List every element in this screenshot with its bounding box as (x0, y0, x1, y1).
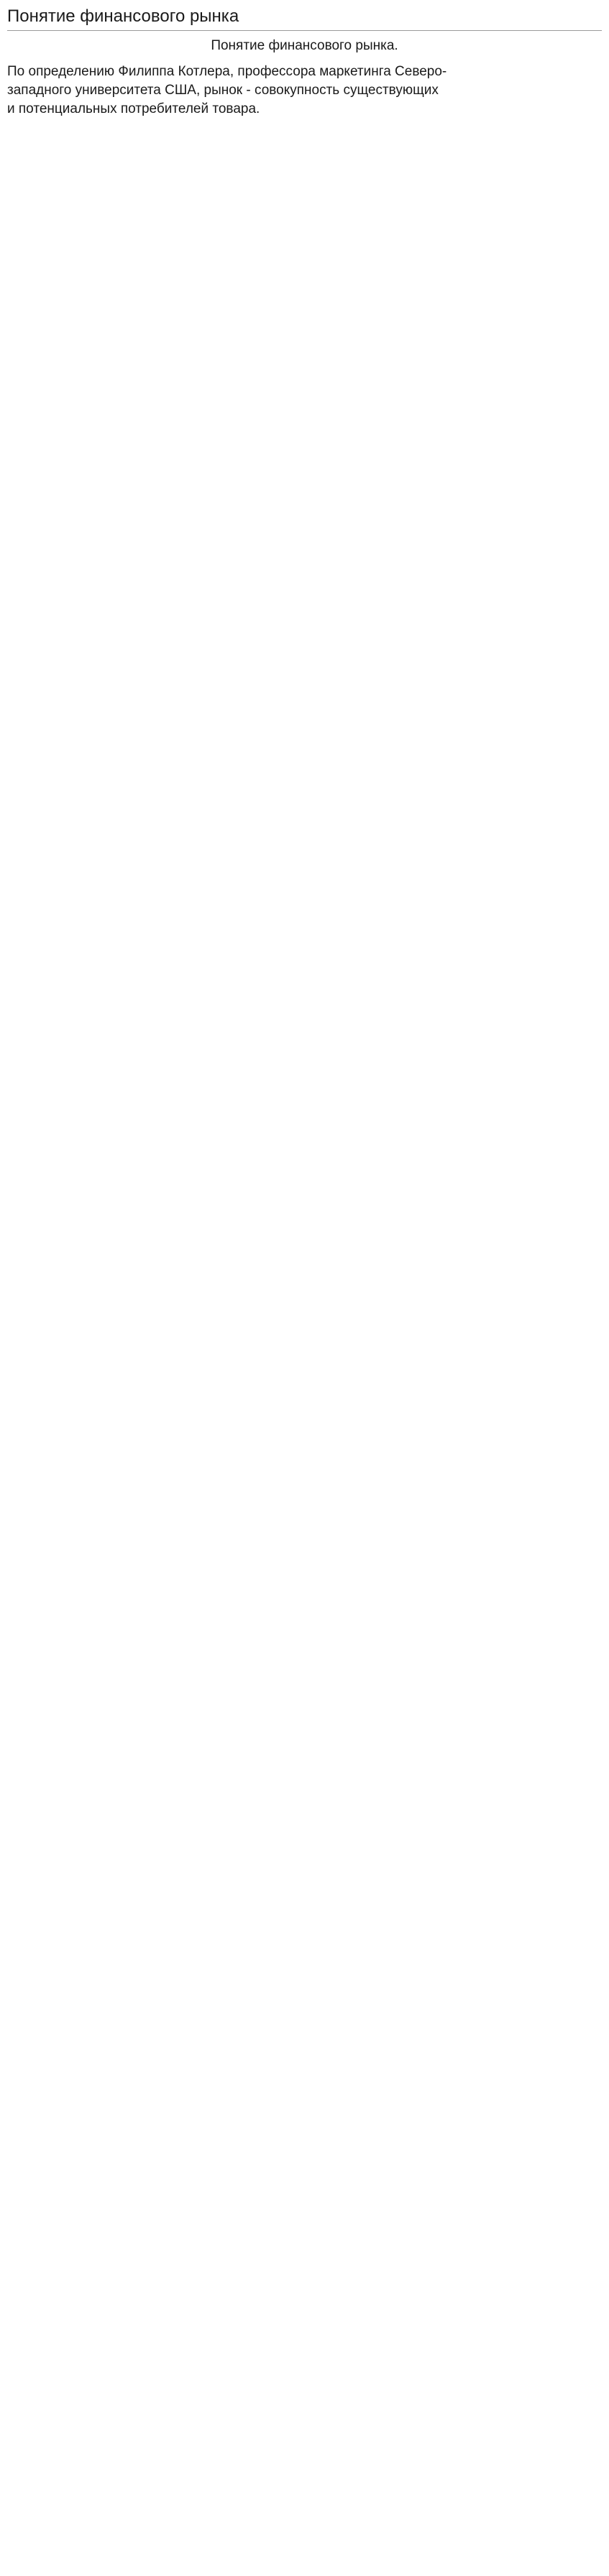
document-title: Понятие финансового рынка (7, 0, 602, 31)
body-line: и потенциальных потребителей товара. (7, 101, 260, 116)
body-line: По определению Филиппа Котлера, профессора маркетинга Северо- (7, 64, 447, 79)
document-page (0, 0, 609, 119)
body-line: западного университета США, рынок - совокупность существующих (7, 83, 439, 98)
document-heading: Понятие финансового рынка. (211, 38, 398, 53)
document-body (7, 63, 602, 119)
